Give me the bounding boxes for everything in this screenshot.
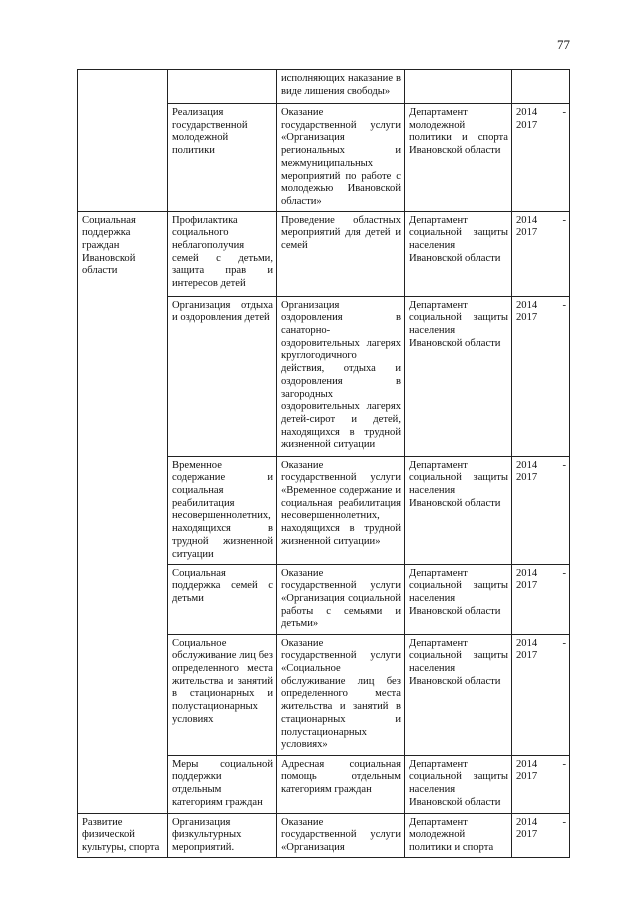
- executor-cell: [405, 104, 512, 212]
- program-text: Развитие физической культуры, спорта: [82, 816, 160, 854]
- measure-cell: [168, 813, 277, 857]
- period-text: 2014 - 2017: [516, 459, 566, 484]
- executor-text: Департамент молодежной политики и спорта: [409, 816, 494, 854]
- executor-cell: [405, 211, 512, 296]
- content-text: Оказание государственной услуги «Организация региональных и межмуниципальных мероприятий по работе с молодежью Ивановской области»: [281, 107, 401, 207]
- period-cell: [512, 456, 570, 564]
- measure-text: Социальное обслуживание лиц без определенного места жительства и занятий в стационарных и полустационарных условиях: [172, 637, 273, 725]
- period-cell: [512, 104, 570, 212]
- measure-text: Организация физкультурных мероприятий.: [172, 816, 242, 854]
- page-number: 77: [557, 37, 570, 52]
- measure-text: Меры социальной поддержки отдельным категориям граждан: [172, 758, 273, 808]
- executor-text: Департамент социальной защиты населения Ивановской области: [409, 567, 508, 617]
- executor-cell: [405, 755, 512, 813]
- period-cell: [512, 211, 570, 296]
- table-row: [78, 813, 570, 857]
- content-text: Оказание государственной услуги «Временное содержание и социальная реабилитация несовершеннолетних, находящихся в трудной жизненной ситуации»: [281, 459, 401, 547]
- measure-text: Временное содержание и социальная реабилитация несовершеннолетних, находящихся в трудной жизненной ситуации: [172, 459, 273, 560]
- period-text: 2014 - 2017: [516, 758, 566, 783]
- content-cell: [277, 70, 405, 104]
- program-cell: [78, 211, 168, 813]
- measure-cell: [168, 456, 277, 564]
- period-text: 2014 - 2017: [516, 214, 566, 239]
- period-text: 2014 - 2017: [516, 816, 566, 841]
- content-cell: [277, 564, 405, 634]
- measure-cell: [168, 564, 277, 634]
- executor-cell: [405, 813, 512, 857]
- period-cell: [512, 755, 570, 813]
- executor-text: Департамент молодежной политики и спорта Ивановской области: [409, 107, 508, 157]
- executor-cell: [405, 564, 512, 634]
- content-text: Адресная социальная помощь отдельным категориям граждан: [281, 758, 401, 796]
- period-text: 2014 - 2017: [516, 299, 566, 324]
- content-cell: [277, 634, 405, 755]
- content-text: Оказание государственной услуги «Организация: [281, 816, 401, 854]
- measure-text: Организация отдыха и оздоровления детей: [172, 299, 273, 324]
- measure-cell: [168, 755, 277, 813]
- content-text: исполняющих наказание в виде лишения свободы»: [281, 73, 401, 97]
- programs-table: [77, 69, 570, 858]
- executor-cell: [405, 456, 512, 564]
- content-cell: [277, 456, 405, 564]
- content-cell: [277, 211, 405, 296]
- content-text: Оказание государственной услуги «Организация социальной работы с семьями и детьми»: [281, 567, 401, 630]
- content-text: Организация оздоровления в санаторно-оздоровительных лагерях круглогодичного действия, отдыха и оздоровления в загородных оздоровительных лагерях детей-сирот и детей, находящихся в трудной жизненной ситуации: [281, 299, 401, 451]
- table-row: [78, 70, 570, 104]
- period-cell: [512, 634, 570, 755]
- period-cell: [512, 813, 570, 857]
- program-text: Социальная поддержка граждан Ивановской области: [82, 214, 136, 277]
- executor-cell: [405, 70, 512, 104]
- program-cell: [78, 813, 168, 857]
- period-text: 2014 - 2017: [516, 567, 566, 592]
- measure-cell: [168, 634, 277, 755]
- content-cell: [277, 755, 405, 813]
- program-cell: [78, 70, 168, 212]
- executor-text: Департамент социальной защиты населения Ивановской области: [409, 459, 508, 509]
- table-row: [78, 211, 570, 296]
- content-cell: [277, 104, 405, 212]
- content-text: Проведение областных мероприятий для детей и семей: [281, 214, 401, 252]
- period-cell: [512, 296, 570, 456]
- content-cell: [277, 813, 405, 857]
- measure-cell: [168, 104, 277, 212]
- measure-text: Реализация государственной молодежной политики: [172, 107, 248, 157]
- measure-cell: [168, 211, 277, 296]
- executor-cell: [405, 634, 512, 755]
- measure-text: Социальная поддержка семей с детьми: [172, 567, 273, 605]
- content-cell: [277, 296, 405, 456]
- executor-text: Департамент социальной защиты населения Ивановской области: [409, 299, 508, 349]
- measure-cell: [168, 296, 277, 456]
- period-text: 2014 - 2017: [516, 637, 566, 662]
- measure-text: Профилактика социального неблагополучия семей с детьми, защита прав и интересов детей: [172, 214, 273, 290]
- period-cell: [512, 70, 570, 104]
- period-text: 2014 - 2017: [516, 107, 566, 131]
- period-cell: [512, 564, 570, 634]
- executor-text: Департамент социальной защиты населения Ивановской области: [409, 637, 508, 687]
- executor-cell: [405, 296, 512, 456]
- content-text: Оказание государственной услуги «Социальное обслуживание лиц без определенного места жительства и занятий в стационарных и полустационарных условиях»: [281, 637, 401, 751]
- measure-cell: [168, 70, 277, 104]
- executor-text: Департамент социальной защиты населения Ивановской области: [409, 214, 508, 264]
- executor-text: Департамент социальной защиты населения Ивановской области: [409, 758, 508, 808]
